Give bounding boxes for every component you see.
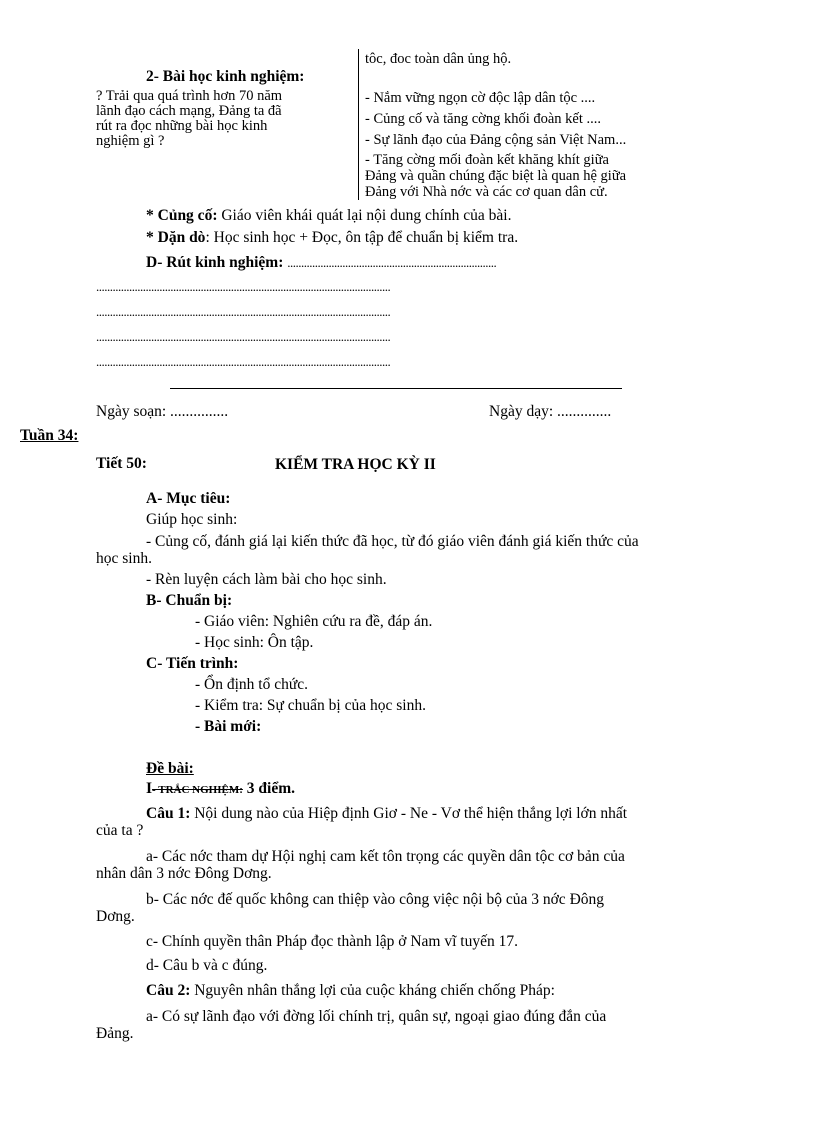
section-i-number: I <box>146 780 153 797</box>
option-c: c- Chính quyền thân Pháp đọc thành lập ở Nam vĩ tuyến 17. <box>146 933 518 950</box>
exam-heading: Đề bài: <box>146 760 194 777</box>
option-a-cont: nhân dân 3 nớc Đông Dơng. <box>96 865 272 882</box>
separator-line <box>170 388 622 389</box>
question-line: nghiệm gì ? <box>96 133 165 149</box>
question-2 <box>146 982 555 999</box>
question-2-text: Nguyên nhân thắng lợi của cuộc kháng chiến chống Pháp: <box>190 982 555 999</box>
answer-line: - Sự lãnh đạo của Đảng cộng sản Việt Nam... <box>365 132 627 148</box>
option-b: b- Các nớc đế quốc không can thiệp vào công việc nội bộ của 3 nớc Đông <box>146 891 605 908</box>
table-right-cell-prev: tôc, đoc toàn dân ủng hộ. <box>365 51 512 67</box>
section-a-heading: A- Mục tiêu: <box>146 490 231 507</box>
section-a-item-cont: học sinh. <box>96 550 152 567</box>
cung-co-text: Giáo viên khái quát lại nội dung chính của bài. <box>217 207 512 224</box>
section-a-item: - Rèn luyện cách làm bài cho học sinh. <box>146 571 387 588</box>
page-title: KIỂM TRA HỌC KỲ II <box>275 456 436 473</box>
lesson-number: Tiết 50: <box>96 455 147 472</box>
table-column-divider <box>358 49 359 200</box>
question-1-text: Nội dung nào của Hiệp định Giơ - Ne - Vơ thể hiện thắng lợi lớn nhất <box>190 805 628 822</box>
option-d: d- Câu b và c đúng. <box>146 957 268 974</box>
rut-kinh-nghiem-line <box>146 254 496 271</box>
question-1 <box>146 805 627 822</box>
question-1-cont: của ta ? <box>96 822 144 839</box>
section-b-item: - Giáo viên: Nghiên cứu ra đề, đáp án. <box>195 613 433 630</box>
rut-kinh-nghiem-dots: ............................................................................ <box>287 255 497 270</box>
question-line: rút ra đọc những bài học kinh <box>96 118 268 134</box>
question-line: ? Trải qua quá trình hơn 70 năm <box>96 88 283 104</box>
section-i-label: - TRẮC NGHIỆM: <box>152 784 243 796</box>
section-a-intro: Giúp học sinh: <box>146 511 238 528</box>
dotted-line: ........................................................................................................... <box>96 354 391 369</box>
question-line: lãnh đạo cách mạng, Đảng ta đã <box>96 103 282 119</box>
section-c-item: - Ổn định tổ chức. <box>195 676 309 693</box>
dan-do-line <box>146 229 518 246</box>
cung-co-line <box>146 207 511 224</box>
dan-do-text: : Học sinh học + Đọc, ôn tập để chuẩn bị kiểm tra. <box>205 229 519 246</box>
question-1-label: Câu 1: <box>146 805 191 822</box>
section-b-item: - Học sinh: Ôn tập. <box>195 634 314 651</box>
section-2-heading: 2- Bài học kinh nghiệm: <box>146 68 305 85</box>
dotted-line: ........................................................................................................... <box>96 329 391 344</box>
section-c-new-lesson: - Bài mới: <box>195 718 262 735</box>
section-i-points: 3 điểm. <box>242 780 295 797</box>
answer-line: - Tăng cờng mối đoàn kết khăng khít giữa <box>365 152 609 168</box>
answer-line: Đảng với Nhà nớc và các cơ quan dân cử. <box>365 184 608 200</box>
dotted-line: ........................................................................................................... <box>96 304 391 319</box>
week-label: Tuần 34: <box>20 427 79 444</box>
rut-kinh-nghiem-label: D- Rút kinh nghiệm: <box>146 254 284 271</box>
cung-co-label: * Củng cố: <box>146 207 218 224</box>
question-2-label: Câu 2: <box>146 982 191 999</box>
section-b-heading: B- Chuẩn bị: <box>146 592 233 609</box>
ngay-day: Ngày dạy: .............. <box>489 403 612 420</box>
section-c-item: - Kiểm tra: Sự chuẩn bị của học sinh. <box>195 697 426 714</box>
ngay-soan: Ngày soạn: ............... <box>96 403 229 420</box>
option-a: a- Các nớc tham dự Hội nghị cam kết tôn trọng các quyền dân tộc cơ bản của <box>146 848 625 865</box>
answer-line: - Củng cố và tăng cờng khối đoàn kết .... <box>365 111 601 127</box>
option-b-cont: Dơng. <box>96 908 135 925</box>
answer-line: Đảng và quần chúng đặc biệt là quan hệ giữa <box>365 168 627 184</box>
section-i-heading <box>146 780 295 799</box>
section-c-heading: C- Tiến trình: <box>146 655 239 672</box>
answer-line: - Nắm vững ngọn cờ độc lập dân tộc .... <box>365 90 596 106</box>
dan-do-label: * Dặn dò <box>146 229 206 246</box>
dotted-line: ........................................................................................................... <box>96 279 391 294</box>
section-a-item: - Củng cố, đánh giá lại kiến thức đã học, từ đó giáo viên đánh giá kiến thức của <box>146 533 639 550</box>
question-2-option-a-cont: Đảng. <box>96 1025 134 1042</box>
question-2-option-a: a- Có sự lãnh đạo với đờng lối chính trị, quân sự, ngoại giao đúng đắn của <box>146 1008 607 1025</box>
